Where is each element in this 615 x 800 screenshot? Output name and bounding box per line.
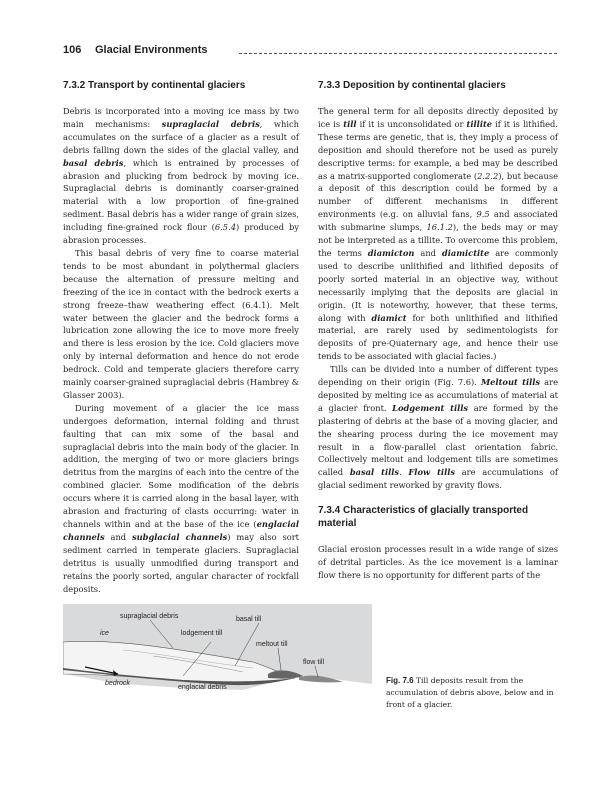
running-header [63,44,557,60]
right-column [318,79,558,582]
figure-7-6-diagram [63,604,372,714]
label-bedrock: bedrock [105,680,130,687]
caption-text: Till deposits result from the accumulation of debris above, below and in front of a glacier. [386,676,554,709]
section-heading-7-3-4: 7.3.4 Characteristics of glacially transported material [318,505,529,530]
label-englacial-debris: englacial debris [178,684,227,691]
label-ice: ice [100,630,109,637]
paragraph: Tills can be divided into a number of different types depending on their origin (Fig. 7.6). Meltout tills are deposited by melting ice as accumulations of material at a glacier front. Lodgement tills are formed by the plastering of debris at the base of a moving glacier, and the shearing process during the ice movement may result in a flow-parallel clast orientation fabric. Collectively meltout and lodgement tills are sometimes called basal tills. Flow tills are accumulations of glacial sediment reworked by gravity flows. [318,364,558,491]
section-heading-7-3-3: 7.3.3 Deposition by continental glaciers [318,80,506,91]
figure-number: Fig. 7.6 [386,676,414,685]
label-basal-till: basal till [236,616,262,623]
running-title: Glacial Environments [95,44,208,56]
left-column [63,79,299,595]
label-lodgement-till: lodgement till [181,630,223,637]
page-number: 106 [63,44,82,56]
paragraph: This basal debris of very fine to coarse material tends to be most abundant in polythermal glaciers because the alternation of pressure melting and freezing of the ice in contact with the bedrock exerts a strong freeze–thaw weathering effect (6.4.1). Melt water between the glacier and the bedrock forms a lubrication zone allowing the ice to move more freely and there is less erosion by the ice. Cold glaciers move only by internal deformation and hence do not erode bedrock. Cold and temperate glaciers therefore carry mainly coarser-grained supraglacial debris (Hambrey & Glasser 2003). [63,247,299,400]
label-meltout-till: meltout till [256,641,288,648]
label-flow-till: flow till [303,659,325,666]
section-heading-7-3-2: 7.3.2 Transport by continental glaciers [63,80,246,91]
header-rule [239,53,557,54]
figure-caption [386,675,558,711]
paragraph: The general term for all deposits directly deposited by ice is till if it is unconsolidated or tillite if it is lithified. These terms are genetic, that is, they imply a process of deposition and should therefore not be used as purely descriptive terms: for example, a bed may be described as a matrix-supported conglomerate (2.2.2), but because a deposit of this description could be formed by a number of different mechanisms in different environments (e.g. on alluvial fans, 9.5 and associated with submarine slumps, 16.1.2), the beds may or may not be interpreted as a tillite. To overcome this problem, the terms diamicton and diamictite are commonly used to describe unlithified and lithified deposits of poorly sorted material in an objective way, without necessarily implying that the deposits are glacial in origin. (It is noteworthy, however, that these terms, along with diamict for both unlithified and lithified material, are rarely used by sedimentologists for deposits of pre-Quaternary age, and hence their use tends to be associated with glacial facies.) [318,106,559,362]
glacier-diagram [63,604,372,714]
paragraph: During movement of a glacier the ice mass undergoes deformation, internal folding and thrust faulting that can mix some of the basal and supraglacial debris into the main body of the glacier. In addition, the merging of two or more glaciers brings detritus from the margins of each into the centre of the combined glacier. Some modification of the debris occurs where it is carried along in the basal layer, with abrasion and fracturing of clasts occurring: water in channels within and at the base of the ice (englacial channels and subglacial channels) may also sort sediment carried in temperate glaciers. Supraglacial detritus is usually unmodified during transport and retains the poorly sorted, angular character of rockfall deposits. [63,402,299,594]
paragraph: Debris is incorporated into a moving ice mass by two main mechanisms: supraglacial debris, which accumulates on the surface of a glacier as a result of debris falling down the sides of the glacial valley, and basal debris, which is entrained by processes of abrasion and plucking from bedrock by moving ice. Supraglacial debris is dominantly coarser-grained material with a low proportion of fine-grained sediment. Basal debris has a wider range of grain sizes, including fine-grained rock flour (6.5.4) produced by abrasion processes. [63,106,299,246]
label-supraglacial-debris: supraglacial debris [120,613,179,620]
paragraph: Glacial erosion processes result in a wide range of sizes of detrital particles. As the ice movement is a laminar flow there is no opportunity for different parts of the [318,544,558,580]
